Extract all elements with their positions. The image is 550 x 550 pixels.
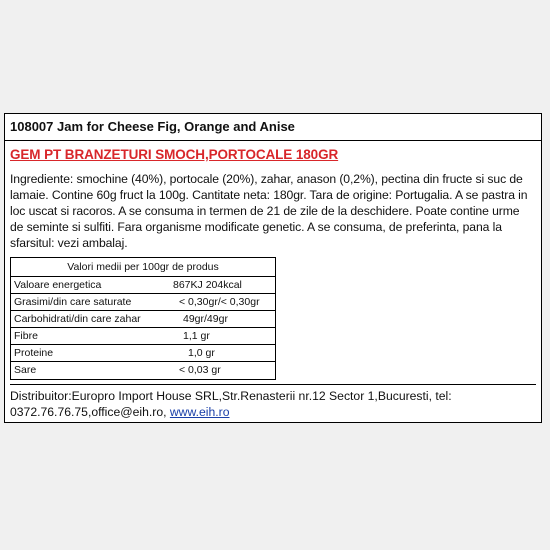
- nutrition-row-fibre: [11, 328, 275, 345]
- nutrition-table: [10, 257, 276, 380]
- nutrition-name: Carbohidrati/din care zahar: [14, 313, 141, 325]
- distributor-text: Distribuitor:Europro Import House SRL,Str.Renasterii nr.12 Sector 1,Bucuresti, tel: 0372.76.76.75,office@eih.ro,: [10, 389, 452, 419]
- nutrition-row-carbohydrates: [11, 311, 275, 328]
- nutrition-value: < 0,03 gr: [179, 364, 221, 376]
- product-name: GEM PT BRANZETURI SMOCH,PORTOCALE 180GR: [10, 147, 339, 162]
- nutrition-name: Sare: [14, 364, 37, 376]
- nutrition-value: 1,0 gr: [188, 347, 215, 359]
- nutrition-row-salt: [11, 362, 275, 379]
- nutrition-row-energy: [11, 277, 275, 294]
- distributor-info: [10, 384, 536, 420]
- nutrition-name: Proteine: [14, 347, 54, 359]
- nutrition-header: Valori medii per 100gr de produs: [11, 258, 275, 277]
- product-label: [4, 113, 542, 423]
- website-link[interactable]: www.eih.ro: [169, 405, 230, 419]
- ingredients-text: Ingrediente: smochine (40%), portocale (20%), zahar, anason (0,2%), pectina din fructe si suc de lamaie. Contine 60g fruct la 100g. Cantitate neta: 180gr. Tara de origine: Portugalia. A se pastra in loc uscat si racoros. A se consuma in termen de 21 de zile de la deschidere. Poate contine urme de seminte si sulfiti. Fara organisme modificate genetic. A se consuma, de preferinta, pana la sfarsitul: vezi ambalaj.: [10, 172, 528, 250]
- nutrition-row-protein: [11, 345, 275, 362]
- product-code-title: 108007 Jam for Cheese Fig, Orange and Anise: [5, 114, 541, 141]
- nutrition-name: Valoare energetica: [14, 279, 102, 291]
- nutrition-name: Fibre: [14, 330, 38, 342]
- nutrition-value: 867KJ 204kcal: [173, 279, 242, 291]
- nutrition-name: Grasimi/din care saturate: [14, 296, 132, 308]
- nutrition-value: 49gr/49gr: [183, 313, 228, 325]
- nutrition-row-fat: [11, 294, 275, 311]
- nutrition-value: < 0,30gr/< 0,30gr: [179, 296, 260, 308]
- nutrition-value: 1,1 gr: [183, 330, 210, 342]
